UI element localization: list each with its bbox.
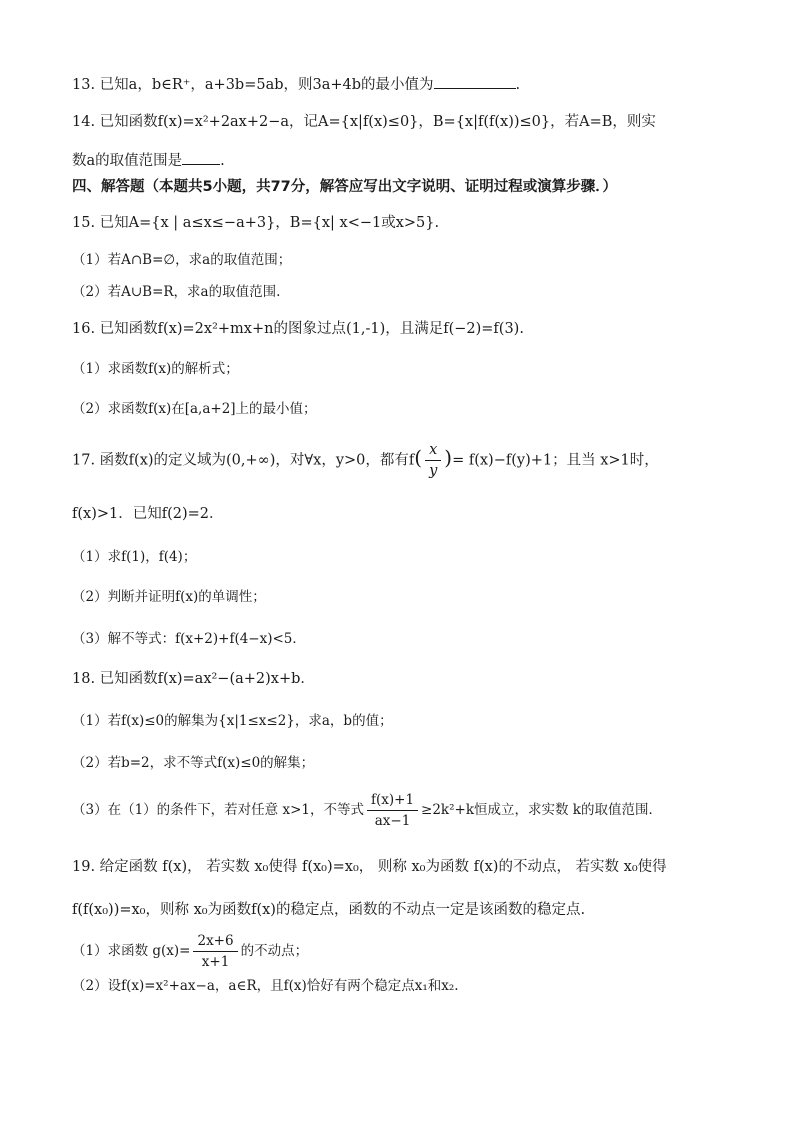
fraction-denominator: x+1 — [201, 954, 230, 970]
question-15-part1-text: （1）若A∩B=∅，求a的取值范围； — [72, 252, 292, 268]
question-14-line1 — [72, 111, 732, 133]
question-17-line2 — [72, 503, 732, 525]
question-19-part1 — [72, 931, 732, 972]
fraction-numerator: x — [425, 440, 441, 461]
question-18-part3 — [72, 790, 732, 831]
question-17-part3-text: （3）解不等式：f(x+2)+f(4−x)<5． — [72, 631, 306, 647]
question-16-part2-text: （2）求函数f(x)在[a,a+2]上的最小值； — [72, 401, 317, 417]
question-19-part1-text-b: 的不动点； — [240, 943, 309, 959]
question-13-tail: . — [515, 77, 521, 93]
answer-blank — [182, 148, 220, 165]
question-13-text: 13. 已知a，b∈R⁺，a+3b=5ab，则3a+4b的最小值为 — [72, 77, 434, 93]
question-15-part2 — [72, 281, 732, 303]
question-16 — [72, 318, 732, 340]
right-paren: ) — [444, 445, 453, 470]
question-17-part1 — [72, 546, 732, 568]
answer-blank — [434, 72, 516, 89]
question-16-part2 — [72, 398, 732, 420]
fraction-inequality — [367, 790, 418, 831]
question-19-stem-2: f(f(x₀))=x₀，则称 x₀为函数f(x)的稳定点，函数的不动点一定是该函数的稳定点. — [72, 902, 586, 918]
section-heading — [72, 176, 732, 198]
question-13 — [72, 72, 732, 96]
question-16-part1-text: （1）求函数f(x)的解析式； — [72, 361, 239, 377]
question-18-stem: 18. 已知函数f(x)=ax²−(a+2)x+b． — [72, 671, 315, 687]
question-19-line2 — [72, 899, 732, 921]
fraction-denominator: ax−1 — [374, 813, 411, 829]
question-17-part2 — [72, 586, 732, 608]
fraction-numerator: f(x)+1 — [367, 790, 418, 811]
question-15-part1 — [72, 249, 732, 271]
fraction-g — [193, 931, 237, 972]
question-17-part1-text: （1）求f(1)，f(4)； — [72, 549, 197, 565]
question-14-line2 — [72, 148, 732, 172]
question-18-part1 — [72, 710, 732, 732]
question-17-part2-text: （2）判断并证明f(x)的单调性； — [72, 589, 266, 605]
question-15-part2-text: （2）若A∪B=R，求a的取值范围. — [72, 284, 281, 300]
question-18-part3-text-a: （3）在（1）的条件下，若对任意 x>1，不等式 — [72, 802, 364, 818]
question-17-part3 — [72, 628, 732, 650]
question-17-stem-b: = f(x)−f(y)+1；且当 x>1时， — [452, 452, 659, 469]
fraction-x-over-y — [425, 440, 441, 481]
question-18 — [72, 668, 732, 690]
left-paren: ( — [414, 445, 423, 470]
question-19-part2 — [72, 975, 732, 997]
question-16-part1 — [72, 358, 732, 380]
question-19-part2-text: （2）设f(x)=x²+ax−a，a∈R，且f(x)恰好有两个稳定点x₁和x₂. — [72, 978, 459, 994]
question-15-stem: 15. 已知A={x | a≤x≤−a+3}，B={x| x<−1或x>5}. — [72, 215, 440, 231]
question-17-stem-a: 17. 函数f(x)的定义域为(0,+∞)，对∀x，y>0，都有f — [72, 452, 415, 469]
fraction-numerator: 2x+6 — [193, 931, 237, 952]
question-14-tail: . — [220, 153, 225, 169]
question-19-line1 — [72, 856, 732, 878]
question-18-part2 — [72, 752, 732, 774]
question-17-stem-2: f(x)>1．已知f(2)=2． — [72, 506, 224, 522]
question-14-text-2: 数a的取值范围是 — [72, 153, 183, 169]
question-18-part3-text-b: ≥2k²+k恒成立，求实数 k的取值范围． — [421, 802, 662, 818]
question-18-part2-text: （2）若b=2，求不等式f(x)≤0的解集； — [72, 755, 315, 771]
fraction-denominator: y — [429, 463, 438, 479]
question-19-stem-1: 19. 给定函数 f(x)， 若实数 x₀使得 f(x₀)=x₀， 则称 x₀为函数 f(x)的不动点， 若实数 x₀使得 — [72, 859, 667, 875]
question-19-part1-text-a: （1）求函数 g(x)= — [72, 943, 191, 959]
question-14-text: 14. 已知函数f(x)=x²+2ax+2−a，记A={x|f(x)≤0}，B={x|f(f(x))≤0}，若A=B，则实 — [72, 114, 656, 130]
question-18-part1-text: （1）若f(x)≤0的解集为{x|1≤x≤2}，求a，b的值； — [72, 713, 393, 729]
section-heading-text: 四、解答题（本题共5小题，共77分，解答应写出文字说明、证明过程或演算步骤．） — [72, 179, 618, 195]
question-17 — [72, 440, 732, 481]
question-15 — [72, 212, 732, 234]
question-16-stem: 16. 已知函数f(x)=2x²+mx+n的图象过点(1,-1)，且满足f(−2)=f(3). — [72, 321, 524, 337]
